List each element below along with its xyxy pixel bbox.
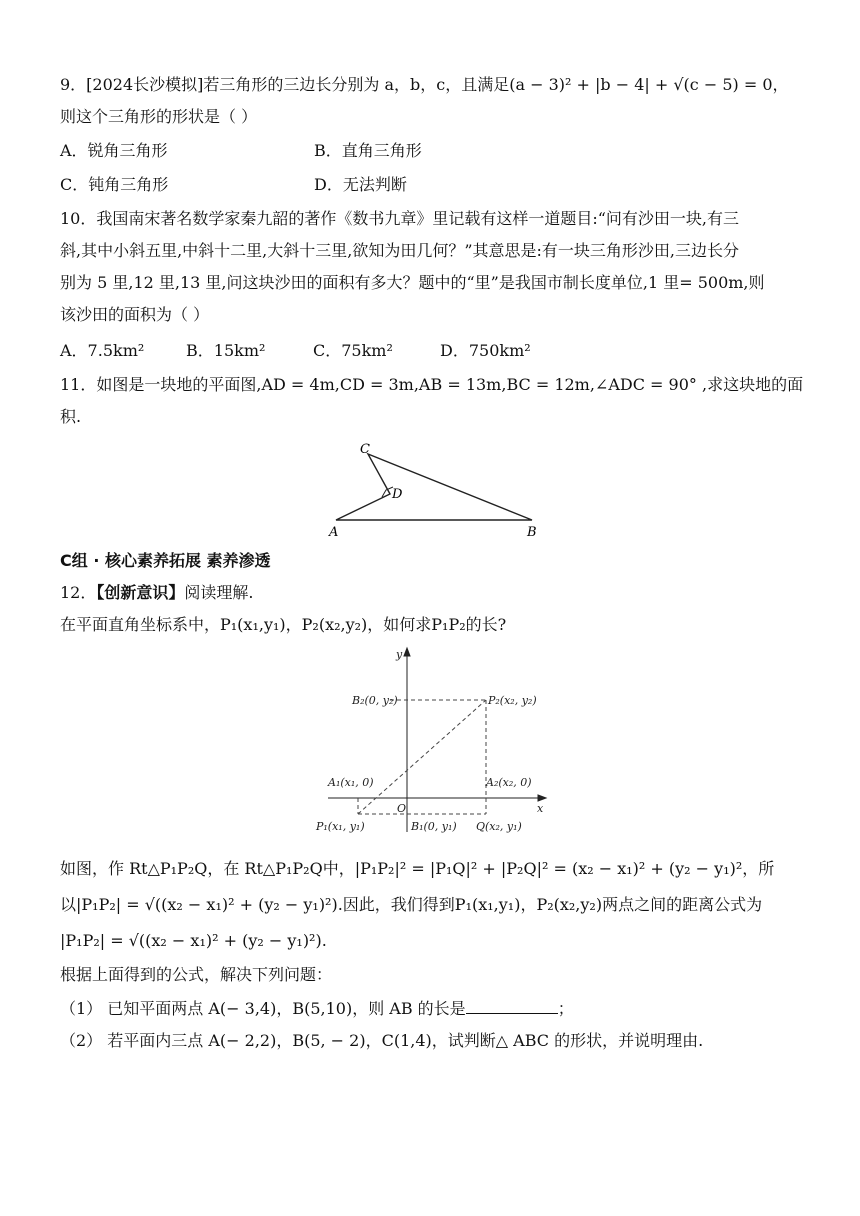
label-C: C xyxy=(360,442,370,457)
q10-line1: 10．我国南宋著名数学家秦九韶的著作《数书九章》里记载有这样一道题目:“问有沙田一块,有三 xyxy=(60,209,740,228)
q12-sub1-text: （1） 已知平面两点 A(− 3,4)，B(5,10)，则 AB 的长是 xyxy=(60,999,466,1018)
q9-line2: 则这个三角形的形状是（ ） xyxy=(60,107,258,126)
label-A1: A₁(x₁, 0) xyxy=(328,776,374,789)
q10-line3: 别为 5 里,12 里,13 里,问这块沙田的面积有多大？题中的“里”是我国市制长度单位,1 里= 500m,则 xyxy=(60,273,765,292)
label-B2: B₂(0, y₂) xyxy=(352,694,398,707)
dashed-P1-P2 xyxy=(358,700,486,814)
q9-option-c: C．钝角三角形 xyxy=(60,175,169,194)
q12-intro: 在平面直角坐标系中，P₁(x₁,y₁)，P₂(x₂,y₂)，如何求P₁P₂的长? xyxy=(60,615,507,634)
quadrilateral-ABCD xyxy=(336,454,532,520)
q12-tag: 【创新意识】 xyxy=(96,583,185,602)
q11-land-figure xyxy=(320,436,550,540)
q10-option-d: D．750km² xyxy=(440,341,531,360)
label-B1: B₁(0, y₁) xyxy=(411,820,457,833)
q9-option-a: A．锐角三角形 xyxy=(60,141,168,160)
q12-sub1-end: ； xyxy=(557,999,574,1018)
label-A2: A₂(x₂, 0) xyxy=(486,776,532,789)
axis-label-x: x xyxy=(537,802,544,815)
q11-line2: 积. xyxy=(60,407,82,426)
q9-option-d: D．无法判断 xyxy=(314,175,407,194)
q12-para3: |P₁P₂| = √((x₂ − x₁)² + (y₂ − y₁)²). xyxy=(60,931,327,950)
label-B: B xyxy=(527,525,537,540)
x-axis-arrow xyxy=(538,795,546,801)
origin-label: O xyxy=(397,802,407,815)
y-axis-arrow xyxy=(404,648,410,656)
q10-option-a: A．7.5km² xyxy=(60,341,145,360)
answer-blank[interactable] xyxy=(466,999,558,1014)
q12-title: 阅读理解. xyxy=(184,583,254,602)
q10-line2: 斜,其中小斜五里,中斜十二里,大斜十三里,欲知为田几何？”其意思是:有一块三角形沙田,三边长分 xyxy=(60,241,740,260)
label-A: A xyxy=(329,525,339,540)
q12-para1: 如图，作 Rt△P₁P₂Q，在 Rt△P₁P₂Q中，|P₁P₂|² = |P₁Q|² + |P₂Q|² = (x₂ − x₁)² + (y₂ − y₁)²，所 xyxy=(60,859,775,878)
q12-title-line xyxy=(60,582,253,604)
axis-label-y: y xyxy=(396,648,403,661)
q10-line4: 该沙田的面积为（ ） xyxy=(60,305,210,324)
section-heading: C组 · 核心素养拓展 素养渗透 xyxy=(60,551,271,570)
q11-line1: 11．如图是一块地的平面图,AD = 4m,CD = 3m,AB = 13m,BC = 12m,∠ADC = 90° ,求这块地的面 xyxy=(60,375,804,394)
label-D: D xyxy=(392,487,403,502)
q12-para2: 以|P₁P₂| = √((x₂ − x₁)² + (y₂ − y₁)²).因此，我们得到P₁(x₁,y₁)，P₂(x₂,y₂)两点之间的距离公式为 xyxy=(60,895,763,914)
q10-option-b: B．15km² xyxy=(186,341,266,360)
q12-sub1 xyxy=(60,998,574,1020)
q10-option-c: C．75km² xyxy=(313,341,393,360)
label-P2: P₂(x₂, y₂) xyxy=(488,694,537,707)
q12-coordinate-figure xyxy=(310,642,560,842)
q12-sub2: （2） 若平面内三点 A(− 2,2)，B(5, − 2)，C(1,4)，试判断△ ABC 的形状，并说明理由. xyxy=(60,1031,704,1050)
q9-line1: 9．[2024长沙模拟]若三角形的三边长分别为 a，b，c，且满足(a − 3)² + |b − 4| + √(c − 5) = 0， xyxy=(60,75,789,94)
label-P1: P₁(x₁, y₁) xyxy=(316,820,365,833)
label-Q: Q(x₂, y₁) xyxy=(476,820,522,833)
q12-para4: 根据上面得到的公式，解决下列问题： xyxy=(60,965,333,984)
q12-number: 12． xyxy=(60,583,97,602)
q9-option-b: B．直角三角形 xyxy=(314,141,422,160)
